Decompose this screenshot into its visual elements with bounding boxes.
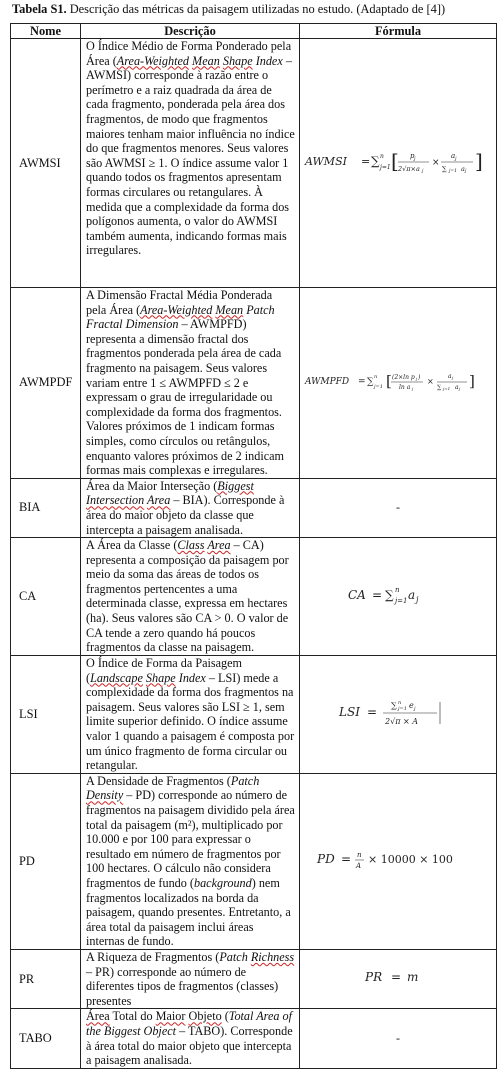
svg-text:j: j — [465, 169, 467, 174]
desc-term: Index — [252, 53, 283, 68]
table-caption — [12, 1, 445, 18]
desc-term: Density — [86, 788, 124, 803]
awmpfd-formula-graphic — [303, 364, 493, 398]
metric-name: PD — [11, 773, 81, 949]
desc-term: Patch — [219, 949, 251, 964]
svg-text:LSI: LSI — [339, 705, 360, 720]
desc-term: Shape — [222, 53, 253, 68]
desc-text: – TABO). Corresponde à área total do maior objeto que intercepta a paisagem analisada. — [86, 1023, 293, 1068]
metric-formula — [300, 1009, 497, 1069]
metric-name: AWMSI — [11, 39, 81, 288]
header-name: Nome — [11, 24, 81, 39]
desc-term: Class — [177, 538, 205, 553]
desc-term: Area — [147, 493, 171, 508]
svg-text:CA: CA — [348, 587, 366, 602]
metric-formula — [300, 773, 497, 949]
desc-text: O Índice de Forma da Paisagem ( — [86, 656, 243, 685]
metric-description — [81, 39, 300, 288]
desc-term: Area-Weighted — [140, 302, 213, 317]
svg-text:=: = — [372, 587, 383, 602]
ca-formula-graphic — [338, 580, 458, 610]
svg-text:=: = — [361, 155, 371, 168]
svg-text:[: [ — [386, 371, 392, 390]
desc-term: Richness — [250, 949, 295, 964]
metric-description — [81, 773, 300, 949]
metric-name: BIA — [11, 478, 81, 537]
svg-text:n: n — [357, 851, 362, 860]
metric-formula — [300, 656, 497, 774]
svg-text:e: e — [409, 701, 414, 711]
svg-text:]: ] — [469, 371, 475, 390]
desc-text: A Dimensão Fractal Média Ponderada pela Área ( — [86, 288, 273, 317]
svg-text:j: j — [414, 156, 416, 162]
desc-text: – LSI) mede a complexidade da forma dos fragmentos na paisagem. Seus valores são LSI ≥ 1, sem limite superior definido. O índice assume valor 1 quando a paisagem é composta por um único fragmento de forma circular ou retangular. — [86, 670, 295, 773]
svg-text:j=1: j=1 — [380, 164, 391, 171]
svg-text:a: a — [408, 587, 416, 602]
table-row — [11, 949, 497, 1008]
table-row — [11, 39, 497, 288]
desc-term: Mean — [192, 53, 220, 68]
desc-text: Total do — [109, 1009, 156, 1024]
desc-term: Index — [175, 670, 206, 685]
svg-text:): ) — [418, 373, 421, 381]
desc-term: Objeto — [188, 1009, 222, 1024]
desc-term: Biggest — [217, 478, 254, 493]
svg-text:=: = — [341, 852, 352, 867]
svg-text:j=1: j=1 — [395, 596, 408, 605]
metric-formula — [300, 39, 497, 288]
svg-text:j=1: j=1 — [398, 706, 407, 713]
svg-text:∑: ∑ — [385, 587, 394, 602]
svg-text:n: n — [398, 700, 402, 707]
pr-formula-graphic — [353, 965, 443, 989]
table-row — [11, 656, 497, 774]
svg-text:n: n — [380, 153, 384, 160]
metric-name: TABO — [11, 1009, 81, 1069]
desc-text: – PR) corresponde ao número de diferentes tipos de fragmentos (classes) presentes — [86, 964, 279, 1008]
desc-text: – PD) corresponde ao número de fragmentos na paisagem dividido pela área total da paisagem (m²), multiplicado por 10.000 e por 100 para expressar o resultado em número de fragmentos por 100 hectares. O cálculo não considera fragmentos de fundo ( — [86, 788, 295, 890]
desc-term: Maior — [155, 1009, 186, 1024]
table-header-row — [11, 24, 497, 39]
svg-text:∑: ∑ — [391, 701, 397, 711]
desc-term: Mean — [215, 302, 244, 317]
metric-name: PR — [11, 949, 81, 1008]
desc-term: Area — [207, 538, 231, 553]
desc-text: Área da Maior Interseção ( — [86, 478, 218, 493]
svg-text:∑: ∑ — [437, 383, 442, 391]
svg-text:j: j — [455, 156, 457, 162]
desc-text: – AWMPFD) representa a dimensão fractal dos fragmentos ponderada pela área de cada fragmento na paisagem. Seus valores variam entre 1 ≤ AWMPFD ≤ 2 e expressam o grau de irregularidade ou complexidade da forma dos fragmentos. Valores próximos de 1 indicam formas simples, como círculos ou retângulos, enquanto valores próximos de 2 indicam formas mais complexas e irregulares. — [86, 317, 284, 478]
svg-text:]: ] — [475, 149, 483, 173]
svg-text:a: a — [455, 383, 459, 391]
svg-text:2√π×a: 2√π×a — [398, 165, 420, 173]
svg-text:j: j — [416, 594, 419, 604]
svg-text:PR: PR — [365, 970, 383, 985]
desc-text: – CA) representa a composição da paisagem por meio da soma das áreas de todos os fragmentos pertencentes a uma determinada classe, expressa em hectares (ha). Seus valores são CA > 0. O valor de CA tende a zero quando há poucos fragmentos da classe na paisagem. — [86, 538, 289, 655]
metric-formula — [300, 949, 497, 1008]
header-formula: Fórmula — [300, 24, 497, 39]
caption-label: Tabela S1. — [12, 2, 67, 16]
svg-text:×: × — [427, 376, 434, 386]
svg-text:j: j — [412, 385, 414, 391]
metric-description — [81, 949, 300, 1008]
svg-text:n: n — [395, 585, 400, 594]
awmsi-formula-graphic — [303, 141, 493, 181]
desc-text: – BIA). Corresponde à área do maior objeto da classe que intercepta a paisagem analisada. — [86, 493, 285, 537]
svg-text:a: a — [451, 152, 456, 160]
svg-text:[: [ — [391, 149, 399, 173]
svg-text:× 10000 × 100: × 10000 × 100 — [368, 853, 453, 867]
desc-term: Patch Fractal Dimension — [86, 302, 275, 332]
metric-description — [81, 656, 300, 774]
desc-text: O Índice Médio de Forma Ponderado pela Área ( — [86, 39, 292, 68]
desc-term: background — [193, 876, 252, 890]
header-description: Descrição — [81, 24, 300, 39]
caption-text: Descrição das métricas da paisagem utilizadas no estudo. (Adaptado de [4]) — [66, 2, 446, 16]
metric-formula — [300, 538, 497, 656]
lsi-formula-graphic — [333, 694, 463, 730]
svg-text:PD: PD — [317, 852, 335, 867]
svg-text:=: = — [367, 705, 378, 720]
metric-name: CA — [11, 538, 81, 656]
metric-formula — [300, 478, 497, 537]
svg-text:j: j — [414, 706, 416, 713]
svg-text:2√π × A: 2√π × A — [385, 717, 419, 727]
desc-term: Area-Weighted — [116, 53, 189, 68]
formula-text: - — [396, 500, 400, 515]
table-row — [11, 288, 497, 479]
formula-text: - — [396, 1031, 400, 1046]
svg-text:∑: ∑ — [371, 154, 380, 168]
desc-term: Landscape — [90, 670, 143, 685]
svg-text:m: m — [407, 970, 419, 985]
svg-text:j=1: j=1 — [443, 385, 451, 391]
svg-text:n: n — [374, 373, 378, 380]
desc-term: Patch — [230, 773, 260, 788]
svg-text:j=1: j=1 — [449, 169, 458, 174]
desc-term: Intersection — [86, 493, 145, 508]
metric-formula — [300, 288, 497, 479]
pd-formula-graphic — [313, 844, 483, 874]
svg-text:ln a: ln a — [399, 383, 411, 391]
desc-text: A Densidade de Fragmentos ( — [86, 773, 231, 788]
svg-text:×: × — [432, 158, 440, 168]
desc-text: A Riqueza de Fragmentos ( — [86, 949, 220, 964]
metric-description — [81, 538, 300, 656]
metric-description — [81, 288, 300, 479]
desc-text: ) nem fragmentos localizados na borda da paisagem, quando presentes. Entretanto, a área total da paisagem inclui áreas internas de fundo. — [86, 876, 291, 949]
svg-text:(2×ln p: (2×ln p — [392, 373, 415, 381]
desc-text: ( — [221, 1009, 229, 1024]
svg-text:j: j — [416, 375, 418, 381]
desc-term: Shape — [145, 670, 176, 685]
table-row — [11, 478, 497, 537]
svg-text:A: A — [356, 862, 362, 871]
metric-description — [81, 1009, 300, 1069]
svg-text:∑: ∑ — [367, 376, 374, 387]
svg-text:j=1: j=1 — [374, 383, 383, 390]
table-row — [11, 538, 497, 656]
svg-text:AWMSI: AWMSI — [305, 155, 347, 168]
metric-name: AWMPDF — [11, 288, 81, 479]
svg-text:j: j — [422, 169, 424, 174]
svg-text:∑: ∑ — [442, 165, 447, 173]
svg-text:=: = — [358, 376, 366, 387]
desc-text: A Área da Classe ( — [86, 538, 178, 553]
table-row — [11, 1009, 497, 1069]
desc-text: – AWMSI) corresponde à razão entre o perímetro e a raiz quadrada da área de cada fragmento, ponderada pela área dos fragmentos, de modo que fragmentos maiores tenham maior influência no índice do que fragmentos menores. Seus valores são AWMSI ≥ 1. O índice assume valor 1 quando todos os fragmentos apresentam formas circulares ou retangulares. À medida que a complexidade da forma dos polígonos aumenta, o valor do AWMSI também aumenta, indicando formas mais irregulares. — [86, 53, 295, 258]
table-row — [11, 773, 497, 949]
svg-text:a: a — [448, 372, 452, 380]
metric-description — [81, 478, 300, 537]
svg-text:a: a — [461, 165, 465, 173]
svg-text:j: j — [452, 374, 454, 380]
svg-text:j: j — [459, 385, 461, 391]
metrics-table — [10, 23, 497, 1069]
svg-text:p: p — [410, 152, 415, 160]
desc-term: Total Area of the Biggest Object — [86, 1009, 293, 1038]
metric-name: LSI — [11, 656, 81, 774]
desc-term: Área — [86, 1009, 110, 1024]
svg-text:AWMPFD: AWMPFD — [305, 376, 350, 387]
svg-text:=: = — [391, 970, 402, 985]
